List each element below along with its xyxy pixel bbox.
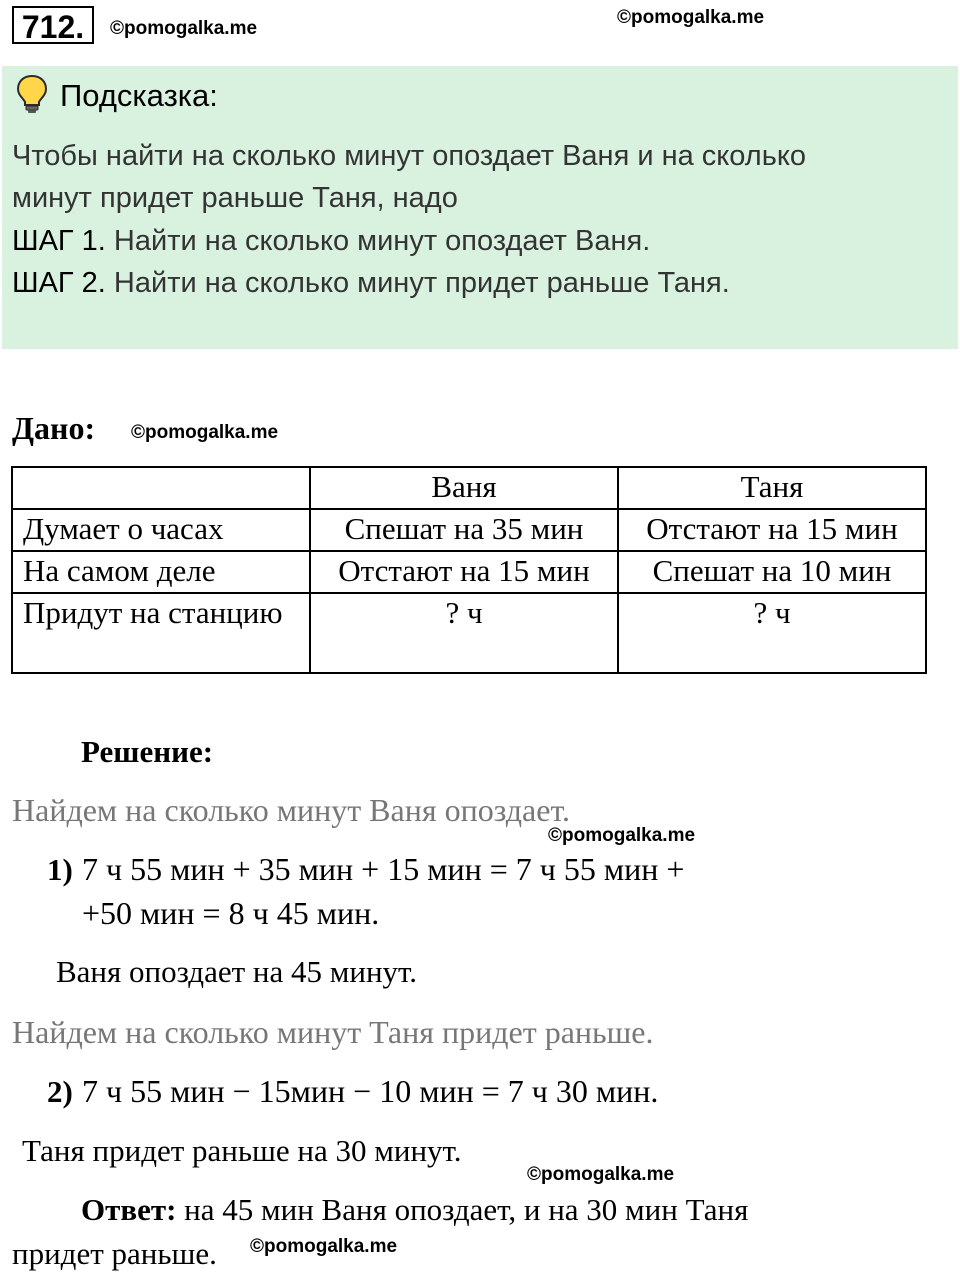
given-table bbox=[11, 466, 927, 674]
step-text: Найти на сколько минут придет раньше Таня. bbox=[105, 267, 730, 299]
step-1-number: 1) bbox=[47, 852, 73, 887]
table-cell: Придут на станцию bbox=[12, 593, 310, 673]
hint-box bbox=[2, 66, 958, 349]
step-1-result: Ваня опоздает на 45 минут. bbox=[56, 954, 418, 989]
watermark: ©pomogalka.me bbox=[617, 7, 765, 28]
hint-text-line: минут придет раньше Таня, надо bbox=[12, 182, 458, 214]
step-2-equation: 7 ч 55 мин − 15мин − 10 мин = 7 ч 30 мин. bbox=[82, 1073, 659, 1109]
table-cell: Думает о часах bbox=[12, 509, 310, 551]
given-label: Дано: bbox=[12, 410, 96, 446]
table-row bbox=[12, 551, 926, 593]
step-1-equation-cont: +50 мин = 8 ч 45 мин. bbox=[82, 895, 380, 931]
problem-number: 712. bbox=[12, 6, 94, 44]
table-row bbox=[12, 593, 926, 673]
step-2-number: 2) bbox=[47, 1074, 73, 1109]
table-cell: Спешат на 35 мин bbox=[310, 509, 618, 551]
step-text: Найти на сколько минут опоздает Ваня. bbox=[105, 225, 651, 257]
watermark: ©pomogalka.me bbox=[527, 1164, 675, 1185]
table-header-cell: Ваня bbox=[310, 467, 618, 509]
lightbulb-icon bbox=[16, 74, 48, 114]
watermark: ©pomogalka.me bbox=[548, 825, 696, 846]
watermark: ©pomogalka.me bbox=[110, 18, 258, 39]
table-cell: Отстают на 15 мин bbox=[310, 551, 618, 593]
table-cell: Отстают на 15 мин bbox=[618, 509, 926, 551]
answer-text-cont: придет раньше. bbox=[12, 1236, 217, 1271]
step-2-intro: Найдем на сколько минут Таня придет раньше. bbox=[12, 1014, 654, 1050]
table-cell: ? ч bbox=[310, 593, 618, 673]
step-2-result: Таня придет раньше на 30 минут. bbox=[22, 1133, 462, 1168]
table-cell: ? ч bbox=[618, 593, 926, 673]
solution-label: Решение: bbox=[81, 734, 214, 769]
answer-text: на 45 мин Ваня опоздает, и на 30 мин Таня bbox=[176, 1192, 749, 1227]
hint-title: Подсказка: bbox=[60, 78, 218, 113]
table-header-cell: Таня bbox=[618, 467, 926, 509]
step-1-intro: Найдем на сколько минут Ваня опоздает. bbox=[12, 792, 571, 828]
table-header-row bbox=[12, 467, 926, 509]
table-cell: На самом деле bbox=[12, 551, 310, 593]
hint-text-line: Чтобы найти на сколько минут опоздает Ваня и на сколько bbox=[12, 140, 806, 172]
watermark: ©pomogalka.me bbox=[131, 422, 279, 443]
watermark: ©pomogalka.me bbox=[250, 1236, 398, 1257]
step-label: ШАГ 2. bbox=[12, 267, 106, 299]
table-cell bbox=[12, 467, 310, 509]
table-row bbox=[12, 509, 926, 551]
step-1-equation: 7 ч 55 мин + 35 мин + 15 мин = 7 ч 55 мин + bbox=[82, 851, 685, 887]
table-cell: Спешат на 10 мин bbox=[618, 551, 926, 593]
hint-step-1 bbox=[12, 225, 650, 258]
step-label: ШАГ 1. bbox=[12, 225, 106, 257]
answer-line bbox=[81, 1192, 748, 1228]
answer-label: Ответ: bbox=[81, 1192, 177, 1227]
hint-step-2 bbox=[12, 267, 730, 300]
